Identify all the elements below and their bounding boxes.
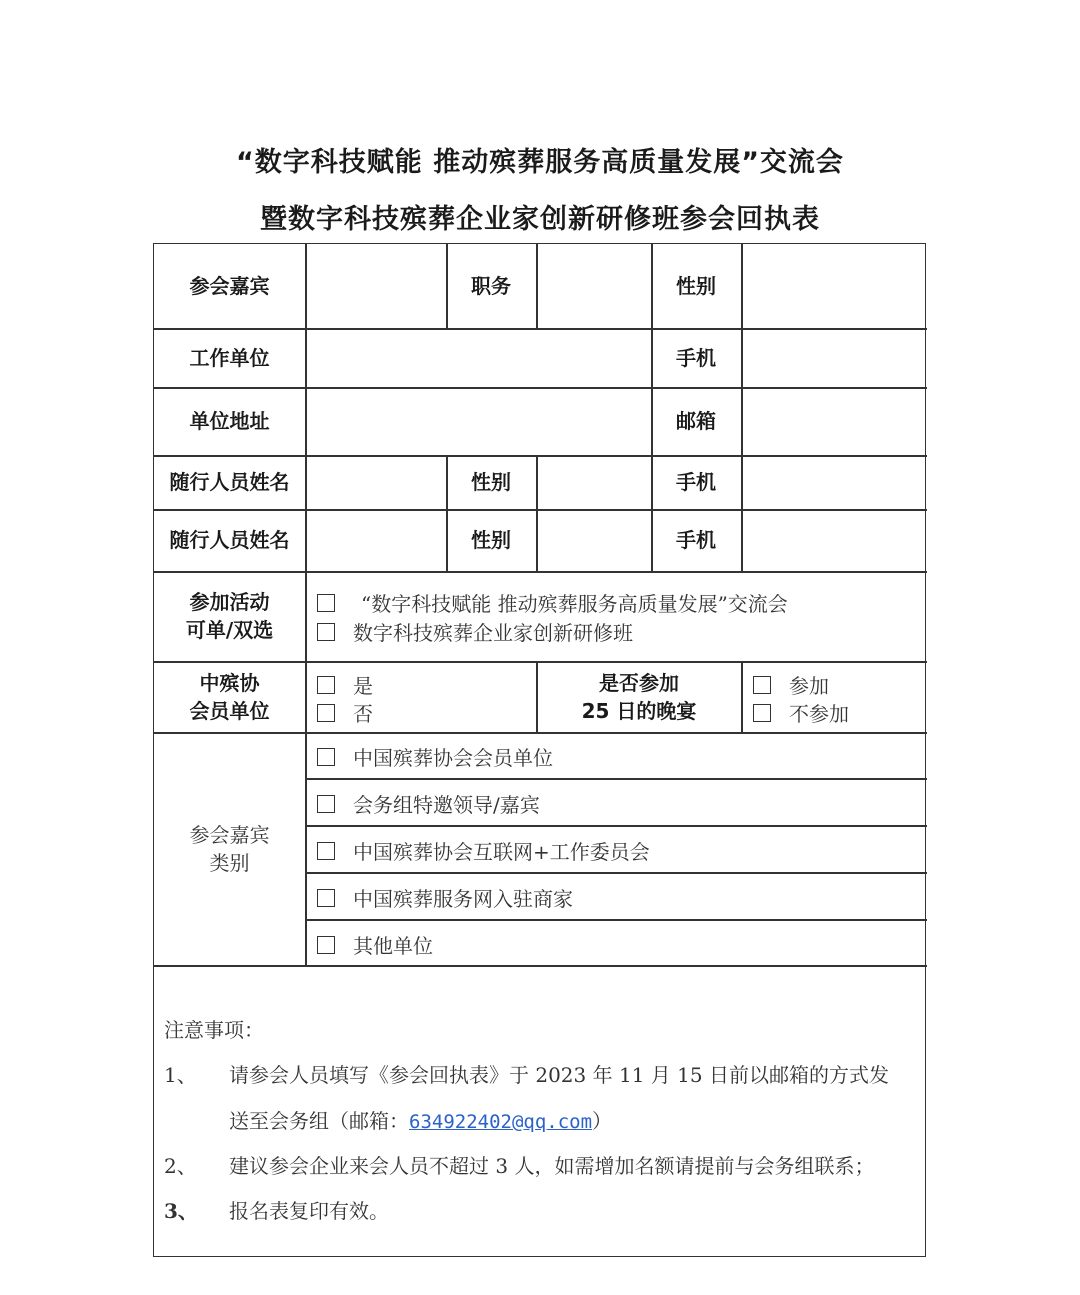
note-text-suffix: ） bbox=[592, 1109, 613, 1133]
banquet-option-label: 不参加 bbox=[789, 702, 849, 726]
work-unit-field[interactable] bbox=[306, 328, 651, 387]
companion-mobile-field[interactable] bbox=[742, 455, 927, 509]
member-option-label: 是 bbox=[353, 674, 373, 698]
note-text: 请参会人员填写《参会回执表》于 2023 年 11 月 15 日前以邮箱的方式发 bbox=[229, 1063, 889, 1087]
notes-heading: 注意事项： bbox=[164, 1018, 264, 1042]
category-option-label: 其他单位 bbox=[353, 934, 433, 958]
checkbox-icon[interactable] bbox=[317, 842, 335, 860]
checkbox-icon[interactable] bbox=[753, 704, 771, 722]
category-label-line: 参会嘉宾 bbox=[189, 822, 270, 847]
gender-field[interactable] bbox=[742, 244, 927, 328]
activity-option-label: 数字科技殡葬企业家创新研修班 bbox=[353, 621, 633, 645]
mailbox-label: 邮箱 bbox=[676, 409, 716, 433]
member-label bbox=[154, 661, 305, 732]
email-link[interactable]: 634922402@qq.com bbox=[409, 1111, 593, 1133]
row-divider bbox=[305, 825, 927, 827]
checkbox-icon[interactable] bbox=[753, 676, 771, 694]
mobile-field[interactable] bbox=[742, 328, 927, 387]
checkbox-icon[interactable] bbox=[317, 676, 335, 694]
category-option[interactable] bbox=[317, 789, 540, 818]
work-unit-label: 工作单位 bbox=[189, 345, 270, 370]
note-text-prefix: 送至会务组（邮箱： bbox=[229, 1109, 409, 1133]
member-label-line: 会员单位 bbox=[189, 698, 270, 723]
note-number: 3、 bbox=[164, 1199, 198, 1223]
category-label-line: 类别 bbox=[209, 850, 250, 875]
category-option[interactable] bbox=[317, 883, 573, 912]
category-option-label: 会务组特邀领导/嘉宾 bbox=[353, 793, 540, 817]
companion-gender-field[interactable] bbox=[537, 455, 651, 509]
activity-label bbox=[154, 571, 305, 661]
row-divider bbox=[305, 872, 927, 874]
row-divider bbox=[154, 965, 927, 967]
category-label bbox=[154, 732, 305, 965]
companion-label: 随行人员姓名 bbox=[169, 470, 290, 494]
companion-gender-label: 性别 bbox=[471, 470, 511, 494]
checkbox-icon[interactable] bbox=[317, 623, 335, 641]
member-label-line: 中殡协 bbox=[199, 670, 260, 695]
banquet-option-decline[interactable] bbox=[753, 698, 849, 727]
checkbox-icon[interactable] bbox=[317, 594, 335, 612]
note-text-continued bbox=[229, 1105, 612, 1134]
document-title-line-2: 暨数字科技殡葬企业家创新研修班参会回执表 bbox=[260, 204, 820, 235]
address-field[interactable] bbox=[306, 387, 651, 455]
banquet-label-line: 是否参加 bbox=[599, 670, 679, 695]
document-title-line-1: “数字科技赋能 推动殡葬服务高质量发展”交流会 bbox=[236, 147, 844, 178]
banquet-label bbox=[537, 661, 741, 732]
mobile-label: 手机 bbox=[676, 345, 716, 370]
companion-label: 随行人员姓名 bbox=[169, 528, 290, 552]
activity-option-label: “数字科技赋能 推动殡葬服务高质量发展”交流会 bbox=[361, 592, 788, 616]
activity-option[interactable] bbox=[317, 588, 788, 617]
banquet-label-line: 25 日的晚宴 bbox=[581, 698, 697, 723]
category-option-label: 中国殡葬服务网入驻商家 bbox=[353, 887, 573, 911]
category-option-label: 中国殡葬协会会员单位 bbox=[353, 746, 553, 770]
activity-label-line: 参加活动 bbox=[189, 590, 270, 614]
member-option-no[interactable] bbox=[317, 698, 373, 727]
checkbox-icon[interactable] bbox=[317, 795, 335, 813]
activity-label-line: 可单/双选 bbox=[185, 618, 274, 642]
registration-form bbox=[153, 243, 926, 1257]
companion-mobile-label: 手机 bbox=[676, 528, 716, 552]
note-number: 1、 bbox=[164, 1063, 197, 1087]
position-label: 职务 bbox=[471, 274, 511, 298]
position-field[interactable] bbox=[537, 244, 651, 328]
banquet-option-label: 参加 bbox=[789, 674, 829, 698]
category-option-label: 中国殡葬协会互联网+工作委员会 bbox=[353, 840, 650, 864]
note-number: 2、 bbox=[164, 1154, 197, 1178]
activity-option[interactable] bbox=[317, 617, 633, 646]
checkbox-icon[interactable] bbox=[317, 704, 335, 722]
gender-label: 性别 bbox=[676, 274, 716, 298]
category-option[interactable] bbox=[317, 742, 553, 771]
companion-gender-field[interactable] bbox=[537, 509, 651, 571]
row-divider bbox=[305, 778, 927, 780]
note-text: 报名表复印有效。 bbox=[229, 1199, 389, 1223]
companion-name-field[interactable] bbox=[306, 455, 446, 509]
banquet-option-attend[interactable] bbox=[753, 670, 829, 699]
guest-name-field[interactable] bbox=[306, 244, 446, 328]
member-option-label: 否 bbox=[353, 702, 373, 726]
companion-gender-label: 性别 bbox=[471, 528, 511, 552]
companion-mobile-field[interactable] bbox=[742, 509, 927, 571]
checkbox-icon[interactable] bbox=[317, 748, 335, 766]
category-option[interactable] bbox=[317, 836, 650, 865]
checkbox-icon[interactable] bbox=[317, 889, 335, 907]
companion-name-field[interactable] bbox=[306, 509, 446, 571]
companion-mobile-label: 手机 bbox=[676, 470, 716, 494]
note-text: 建议参会企业来会人员不超过 3 人，如需增加名额请提前与会务组联系； bbox=[229, 1154, 875, 1178]
checkbox-icon[interactable] bbox=[317, 936, 335, 954]
member-option-yes[interactable] bbox=[317, 670, 373, 699]
col-divider bbox=[741, 661, 743, 732]
row-divider bbox=[305, 919, 927, 921]
guest-label: 参会嘉宾 bbox=[189, 274, 270, 298]
category-option[interactable] bbox=[317, 930, 433, 959]
mailbox-field[interactable] bbox=[742, 387, 927, 455]
address-label: 单位地址 bbox=[189, 409, 270, 433]
